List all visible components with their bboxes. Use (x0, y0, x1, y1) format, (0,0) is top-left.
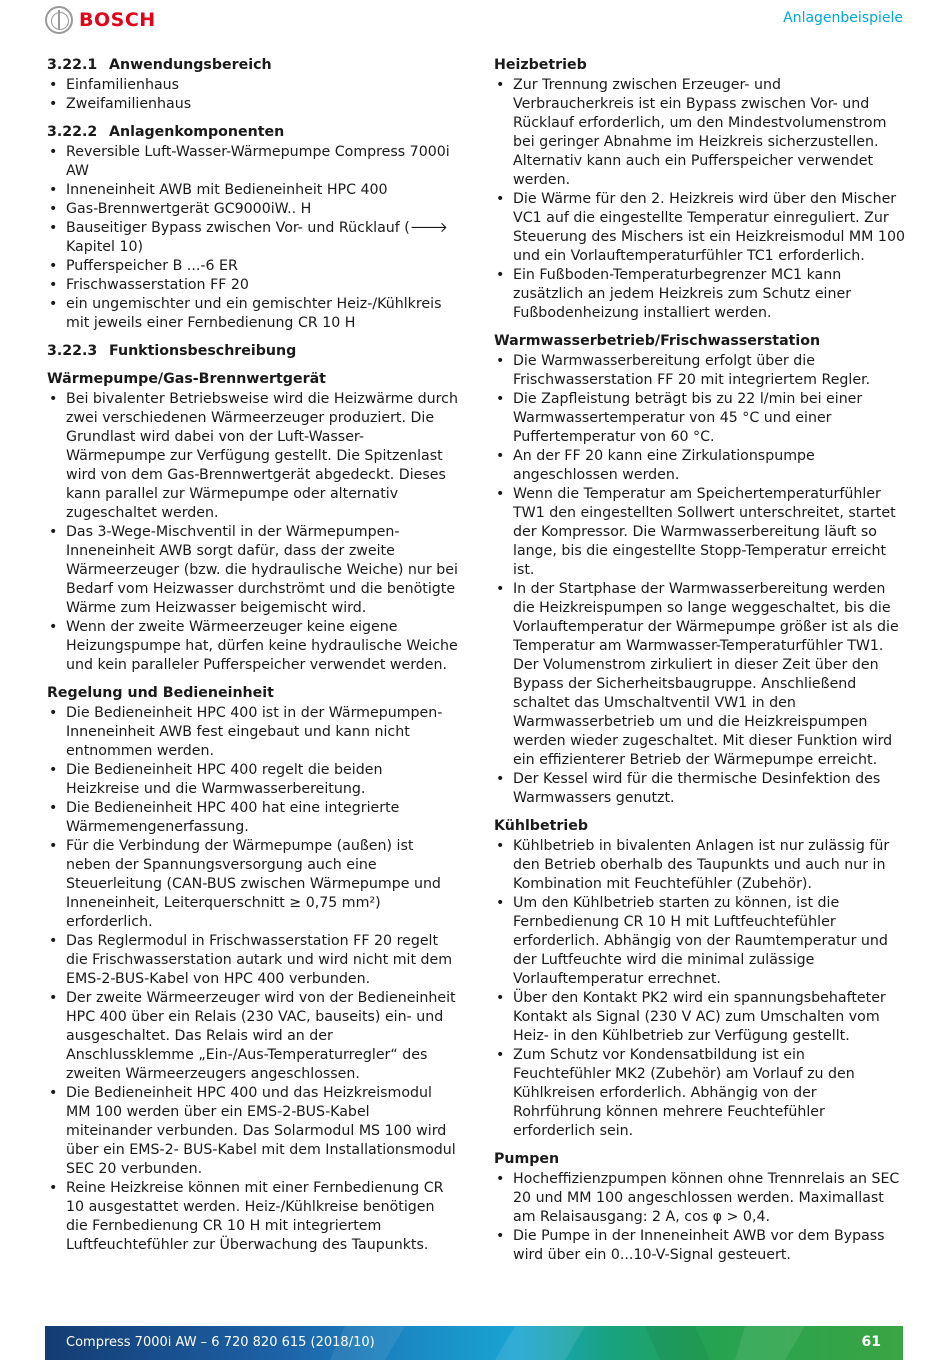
heading-3-22-2: 3.22.2 Anlagenkomponenten (47, 124, 285, 140)
page-header (0, 0, 950, 44)
list-item: • Ein Fußboden-Temperaturbegrenzer MC1 kann zusätzlich an jedem Heizkreis zum Schutz einer Fußbodenheizung installiert werden. (494, 266, 906, 323)
list-item: • ein ungemischter und ein gemischter Heiz-/Kühlkreis mit jeweils einer Fernbedienung CR 10 H (47, 295, 459, 333)
list-heizbetrieb (494, 76, 906, 323)
list-item: • Um den Kühlbetrieb starten zu können, ist die Fernbedienung CR 10 H mit Luftfeuchtefühler erforderlich. Abhängig von der Raumtemperatur und der Luftfeuchte wird die minimal zulässige Vorlauftemperatur errechnet. (494, 894, 906, 989)
list-anwendungsbereich (47, 76, 459, 114)
heading-waermepumpe: Wärmepumpe/Gas-Brennwertgerät (47, 371, 326, 387)
list-anlagenkomponenten (47, 143, 459, 333)
list-item: • Das Reglermodul in Frischwasserstation FF 20 regelt die Frischwasserstation autark und wird nicht mit dem EMS-2-BUS-Kabel von HPC 400 verbunden. (47, 932, 459, 989)
list-item: • Die Bedieneinheit HPC 400 hat eine integrierte Wärmemengenerfassung. (47, 799, 459, 837)
list-kuehlbetrieb (494, 837, 906, 1141)
heading-regelung: Regelung und Bedieneinheit (47, 685, 274, 701)
list-item: • Die Warmwasserbereitung erfolgt über die Frischwasserstation FF 20 mit integriertem Regler. (494, 352, 906, 390)
page-footer (45, 1326, 903, 1360)
list-item: • Frischwasserstation FF 20 (47, 276, 459, 295)
list-item: • Gas-Brennwertgerät GC9000iW.. H (47, 200, 459, 219)
list-item: • Die Pumpe in der Inneneinheit AWB vor dem Bypass wird über ein 0...10-V-Signal gesteuert. (494, 1227, 906, 1265)
heading-warmwasser: Warmwasserbetrieb/Frischwasserstation (494, 333, 821, 349)
list-item: • Inneneinheit AWB mit Bedieneinheit HPC 400 (47, 181, 459, 200)
brand-name: BOSCH (79, 9, 156, 31)
list-item: • Pufferspeicher B ...-6 ER (47, 257, 459, 276)
list-item: • Die Bedieneinheit HPC 400 ist in der Wärmepumpen-Inneneinheit AWB fest eingebaut und kann nicht entnommen werden. (47, 704, 459, 761)
list-item: • Einfamilienhaus (47, 76, 459, 95)
list-item: • Für die Verbindung der Wärmepumpe (außen) ist neben der Spannungsversorgung auch eine Steuerleitung (CAN-BUS zwischen Wärmepumpe und Inneneinheit, Leiterquerschnitt ≥ 0,75 mm²) erforderlich. (47, 837, 459, 932)
heading-kuehlbetrieb: Kühlbetrieb (494, 818, 589, 834)
list-item: • Bauseitiger Bypass zwischen Vor- und Rücklauf (🡒 Kapitel 10) (47, 219, 459, 257)
list-warmwasser (494, 352, 906, 808)
footer-document-id: Compress 7000i AW – 6 720 820 615 (2018/10) (66, 1335, 375, 1350)
list-item: • Über den Kontakt PK2 wird ein spannungsbehafteter Kontakt als Signal (230 V AC) zum Umschalten vom Heiz- in den Kühlbetrieb zur Verfügung gestellt. (494, 989, 906, 1046)
list-item: • Die Wärme für den 2. Heizkreis wird über den Mischer VC1 auf die eingestellte Temperatur einreguliert. Zur Steuerung des Mischers ist ein Heizkreismodul MM 100 und ein Vorlauftemperaturfühler TC1 erforderlich. (494, 190, 906, 266)
list-item: • Zur Trennung zwischen Erzeuger- und Verbraucherkreis ist ein Bypass zwischen Vor- und Rücklauf erforderlich, um den Mindestvolumenstrom bei geringer Abnahme im Heizkreis sicherzustellen. Alternativ kann auch ein Pufferspeicher verwendet werden. (494, 76, 906, 190)
list-item: • Bei bivalenter Betriebsweise wird die Heizwärme durch zwei verschiedenen Wärmeerzeuger produziert. Die Grundlast wird dabei von der Luft-Wasser-Wärmepumpe zur Verfügung gestellt. Die Spitzenlast wird von dem Gas-Brennwertgerät abgedeckt. Dieses kann parallel zur Wärmepumpe oder alternativ zugeschaltet werden. (47, 390, 459, 523)
page-number: 61 (861, 1334, 881, 1350)
list-item: • Der zweite Wärmeerzeuger wird von der Bedieneinheit HPC 400 über ein Relais (230 VAC, bauseits) ein- und ausgeschaltet. Das Relais wird an der Anschlussklemme „Ein-/Aus-Temperaturregler“ des zweiten Wärmeerzeugers angeschlossen. (47, 989, 459, 1084)
list-item: • Das 3-Wege-Mischventil in der Wärmepumpen-Inneneinheit AWB sorgt dafür, dass der zweite Wärmeerzeuger (bzw. die hydraulische Weiche) nur bei Bedarf vom Heizwasser durchströmt und die benötigte Wärme zum Heizwasser beigemischt wird. (47, 523, 459, 618)
list-item: • In der Startphase der Warmwasserbereitung werden die Heizkreispumpen so lange weggeschaltet, bis die Vorlauftemperatur der Wärmepumpe größer ist als die Temperatur am Warmwasser-Temperaturfühler TW1. Der Volumenstrom zirkuliert in dieser Zeit über den Bypass der Sicherheitsbaugruppe. Anschließend schaltet das Umschaltventil VW1 in den Warmwasserbetrieb um und die Heizkreispumpen werden wieder zugeschaltet. Mit dieser Funktion wird ein effizienterer Betrieb der Wärmepumpe erreicht. (494, 580, 906, 770)
list-item: • Die Bedieneinheit HPC 400 regelt die beiden Heizkreise und die Warmwasserbereitung. (47, 761, 459, 799)
list-item: • An der FF 20 kann eine Zirkulationspumpe angeschlossen werden. (494, 447, 906, 485)
list-item: • Die Zapfleistung beträgt bis zu 22 l/min bei einer Warmwassertemperatur von 45 °C und einer Puffertemperatur von 60 °C. (494, 390, 906, 447)
section-label: Anlagenbeispiele (783, 10, 903, 26)
heading-3-22-1: 3.22.1 Anwendungsbereich (47, 57, 272, 73)
heading-3-22-3: 3.22.3 Funktionsbeschreibung (47, 343, 297, 359)
list-item: • Die Bedieneinheit HPC 400 und das Heizkreismodul MM 100 werden über ein EMS-2-BUS-Kabel miteinander verbunden. Das Solarmodul MS 100 wird über ein EMS-2- BUS-Kabel mit dem Installationsmodul SEC 20 verbunden. (47, 1084, 459, 1179)
heading-heizbetrieb: Heizbetrieb (494, 57, 587, 73)
list-item: • Reine Heizkreise können mit einer Fernbedienung CR 10 ausgestattet werden. Heiz-/Kühlkreise benötigen die Fernbedienung CR 10 H mit integriertem Luftfeuchtefühler zur Überwachung des Taupunkts. (47, 1179, 459, 1255)
list-item: • Hocheffizienzpumpen können ohne Trennrelais an SEC 20 und MM 100 angeschlossen werden. Maximallast am Relaisausgang: 2 A, cos φ > 0,4. (494, 1170, 906, 1227)
list-item: • Kühlbetrieb in bivalenten Anlagen ist nur zulässig für den Betrieb oberhalb des Taupunkts und auch nur in Kombination mit Feuchtefühler (Zubehör). (494, 837, 906, 894)
list-item: • Der Kessel wird für die thermische Desinfektion des Warmwassers genutzt. (494, 770, 906, 808)
heading-pumpen: Pumpen (494, 1151, 560, 1167)
list-item: • Wenn der zweite Wärmeerzeuger keine eigene Heizungspumpe hat, dürfen keine hydraulische Weiche und kein paralleler Pufferspeicher verwendet werden. (47, 618, 459, 675)
list-item: • Zum Schutz vor Kondensatbildung ist ein Feuchtefühler MK2 (Zubehör) am Vorlauf zu den Kühlkreisen erforderlich. Abhängig von der Rohrführung können mehrere Feuchtefühler erforderlich sein. (494, 1046, 906, 1141)
right-column (494, 56, 906, 1265)
list-pumpen (494, 1170, 906, 1265)
left-column (47, 56, 459, 1255)
list-item: • Zweifamilienhaus (47, 95, 459, 114)
list-waermepumpe (47, 390, 459, 675)
bosch-armature-icon (45, 6, 73, 34)
list-item: • Wenn die Temperatur am Speichertemperaturfühler TW1 den eingestellten Sollwert unterschreitet, startet der Kompressor. Die Warmwasserbereitung läuft so lange, bis die eingestellte Stopp-Temperatur erreicht ist. (494, 485, 906, 580)
bosch-logo (45, 6, 156, 34)
list-regelung (47, 704, 459, 1255)
list-item: • Reversible Luft-Wasser-Wärmepumpe Compress 7000i AW (47, 143, 459, 181)
